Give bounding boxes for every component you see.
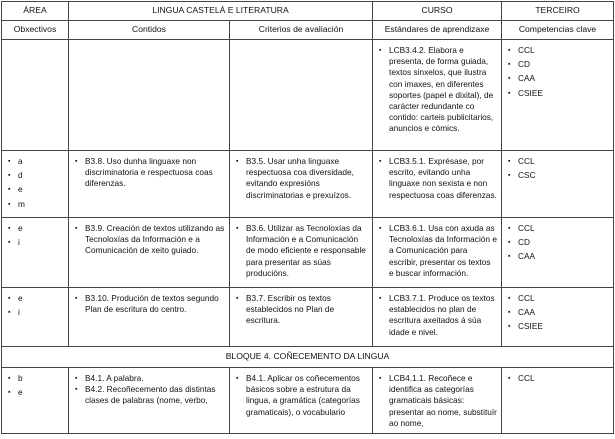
table-row xyxy=(2,40,614,151)
list-item: ▪ B4.1. A palabra. xyxy=(75,373,225,384)
list-item: ▪ i xyxy=(8,307,64,318)
list-item: ▪ B3.7. Escribir os textos establecidos no Plan de escritura. xyxy=(236,293,368,327)
list-item: ▪ CCL xyxy=(508,373,609,384)
list-item: ▪ i xyxy=(8,237,64,248)
list-item: ▪ CCL xyxy=(508,223,609,234)
table-row xyxy=(2,151,614,218)
list-item: ▪ CAA xyxy=(508,307,609,318)
list-item: ▪ e xyxy=(8,223,64,234)
objectives-cell xyxy=(2,218,69,288)
table-row xyxy=(2,218,614,288)
competences-header: Competencias clave xyxy=(502,21,614,40)
criteria-cell xyxy=(230,151,373,218)
competences-cell xyxy=(502,218,614,288)
block-title-row xyxy=(2,347,614,368)
curriculum-table xyxy=(1,1,614,434)
criteria-cell xyxy=(230,368,373,434)
list-item: ▪ CD xyxy=(508,237,609,248)
standards-header: Estándares de aprendizaxe xyxy=(373,21,502,40)
table-header-row-2 xyxy=(2,21,614,40)
standards-cell xyxy=(373,368,502,434)
subject-header: LINGUA CASTELÁ E LITERATURA xyxy=(69,2,373,21)
criteria-cell xyxy=(230,288,373,347)
objectives-cell xyxy=(2,40,69,151)
list-item: ▪ a xyxy=(8,156,64,167)
list-item: ▪ B3.10. Produción de textos segundo Plan de escritura do centro. xyxy=(75,293,225,315)
list-item: ▪ CAA xyxy=(508,251,609,262)
contents-cell xyxy=(69,218,230,288)
competences-cell xyxy=(502,288,614,347)
objectives-cell xyxy=(2,368,69,434)
block-title: BLOQUE 4. COÑECEMENTO DA LINGUA xyxy=(2,347,614,368)
list-item: ▪ CSIEE xyxy=(508,88,609,99)
standards-cell xyxy=(373,151,502,218)
area-header: ÁREA xyxy=(2,2,69,21)
objectives-cell xyxy=(2,288,69,347)
list-item: ▪ B3.5. Usar unha linguaxe respectuosa coa diversidade, evitando expresións discriminatorias e prexuízos. xyxy=(236,156,368,201)
list-item: ▪ e xyxy=(8,184,64,195)
list-item: ▪ B3.8. Uso dunha linguaxe non discriminatoria e respectuosa coas diferenzas. xyxy=(75,156,225,190)
criteria-header: Criterios de avaliación xyxy=(230,21,373,40)
list-item: ▪ B4.1. Aplicar os coñecementos básicos sobre a estrutura da lingua, a gramática (categorías gramaticais), o vocabulario xyxy=(236,373,368,418)
list-item: ▪ CCL xyxy=(508,293,609,304)
list-item: ▪ CSC xyxy=(508,170,609,181)
table-row xyxy=(2,288,614,347)
contents-cell xyxy=(69,40,230,151)
list-item: ▪ LCB3.5.1. Exprésase, por escrito, evitando unha linguaxe non sexista e non respectuosa coas diferenzas. xyxy=(379,156,497,201)
list-item: ▪ LCB4.1.1. Recoñece e identifica as categorías gramaticais básicas: presentar ao nome, substituír ao nome, xyxy=(379,373,497,429)
criteria-cell xyxy=(230,40,373,151)
list-item: ▪ CSIEE xyxy=(508,321,609,332)
contents-cell xyxy=(69,151,230,218)
standards-cell xyxy=(373,40,502,151)
contents-cell xyxy=(69,368,230,434)
list-item: ▪ LCB3.7.1. Produce os textos establecidos no plan de escritura axeitados á súa idade e nivel. xyxy=(379,293,497,338)
list-item: ▪ B4.2. Recoñecemento das distintas clases de palabras (nome, verbo, xyxy=(75,384,225,406)
list-item: ▪ CCL xyxy=(508,45,609,56)
standards-cell xyxy=(373,218,502,288)
table-row xyxy=(2,368,614,434)
grade-header: TERCEIRO xyxy=(502,2,614,21)
contents-cell xyxy=(69,288,230,347)
list-item: ▪ LCB3.4.2. Elabora e presenta, de forma guiada, textos sinxelos, que ilustra con imaxes, en diferentes soportes (papel e dixital), de carácter redundante co contido: carteis publicitarios, anuncios e cómics. xyxy=(379,45,497,135)
list-item: ▪ e xyxy=(8,387,64,398)
list-item: ▪ LCB3.6.1. Usa con axuda as Tecnoloxías da Información e a Comunicación para escribir, presentar os textos e buscar información. xyxy=(379,223,497,279)
list-item: ▪ e xyxy=(8,293,64,304)
table-header-row-1 xyxy=(2,2,614,21)
list-item: ▪ CAA xyxy=(508,73,609,84)
list-item: ▪ b xyxy=(8,373,64,384)
list-item: ▪ CCL xyxy=(508,156,609,167)
contents-header: Contidos xyxy=(69,21,230,40)
list-item: ▪ B3.9. Creación de textos utilizando as Tecnoloxías da Información e a Comunicación de xeito guiado. xyxy=(75,223,225,257)
objectives-cell xyxy=(2,151,69,218)
criteria-cell xyxy=(230,218,373,288)
objectives-header: Obxectivos xyxy=(2,21,69,40)
list-item: ▪ CD xyxy=(508,59,609,70)
list-item: ▪ m xyxy=(8,199,64,210)
list-item: ▪ d xyxy=(8,170,64,181)
competences-cell xyxy=(502,368,614,434)
competences-cell xyxy=(502,151,614,218)
list-item: ▪ B3.6. Utilizar as Tecnoloxías da Información e a Comunicación de modo eficiente e responsable para presentar as súas producións. xyxy=(236,223,368,279)
standards-cell xyxy=(373,288,502,347)
course-header: CURSO xyxy=(373,2,502,21)
competences-cell xyxy=(502,40,614,151)
